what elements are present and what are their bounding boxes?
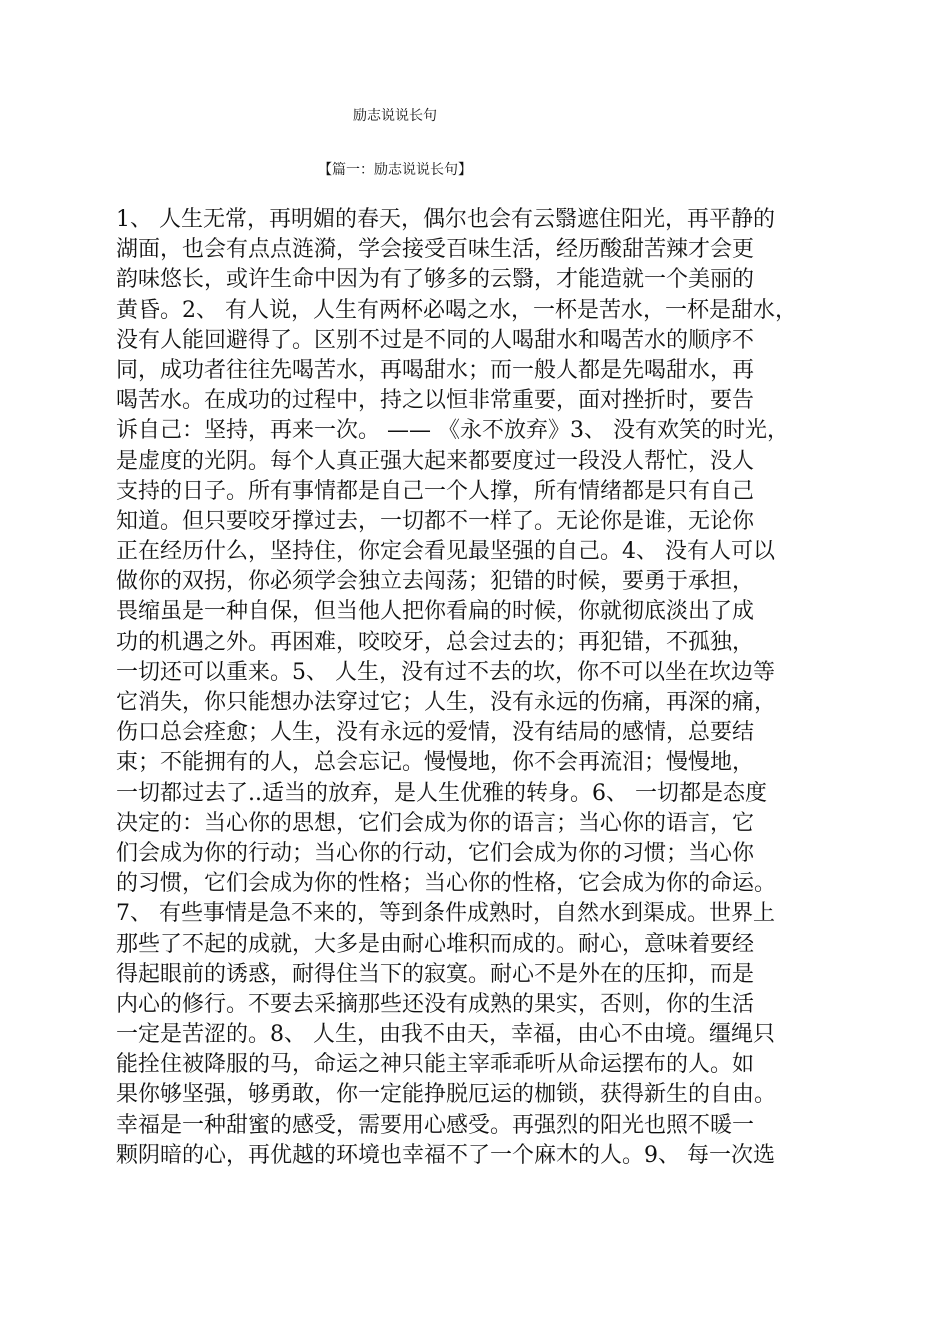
text-line: 同，成功者往往先喝苦水，再喝甜水；而一般人都是先喝甜水，再: [116, 357, 755, 383]
document-title: 励志说说长句: [353, 108, 437, 124]
text-line: 湖面，也会有点点涟漪，学会接受百味生活，经历酸甜苦辣才会更: [116, 237, 755, 263]
text-line: 是虚度的光阴。每个人真正强大起来都要度过一段没人帮忙，没人: [116, 448, 755, 474]
text-line: 1、 人生无常，再明媚的春天，偶尔也会有云翳遮住阳光，再平静的: [116, 207, 775, 232]
text-line: 内心的修行。不要去采摘那些还没有成熟的果实，否则，你的生活: [116, 991, 755, 1017]
text-line: 那些了不起的成就，大多是由耐心堆积而成的。耐心，意味着要经: [116, 931, 755, 957]
text-line: 能拴住被降服的马，命运之神只能主宰乖乖听从命运摆布的人。如: [116, 1052, 755, 1078]
text-line: 喝苦水。在成功的过程中，持之以恒非常重要，面对挫折时，要告: [116, 388, 755, 414]
text-line: 做你的双拐，你必须学会独立去闯荡；犯错的时候，要勇于承担，: [116, 569, 755, 595]
text-line: 它消失，你只能想办法穿过它；人生，没有永远的伤痛，再深的痛，: [116, 690, 777, 715]
text-line: 韵味悠长，或许生命中因为有了够多的云翳，才能造就一个美丽的: [116, 267, 755, 293]
text-line: 们会成为你的行动；当心你的行动，它们会成为你的习惯；当心你: [116, 840, 755, 866]
text-line: 的习惯，它们会成为你的性格；当心你的性格，它会成为你的命运。: [116, 871, 777, 897]
text-line: 幸福是一种甜蜜的感受，需要用心感受。再强烈的阳光也照不暖一: [116, 1112, 755, 1138]
section-title: 【篇一：励志说说长句】: [318, 162, 472, 178]
text-line: 功的机遇之外。再困难，咬咬牙，总会过去的；再犯错，不孤独，: [116, 629, 755, 655]
text-line: 颗阴暗的心，再优越的环境也幸福不了一个麻木的人。9、 每一次选: [116, 1142, 775, 1168]
body-text: [116, 205, 850, 1171]
text-line: 诉自己：坚持，再来一次。 —— 《永不放弃》3、 没有欢笑的时光，: [116, 418, 789, 444]
text-line: 得起眼前的诱惑，耐得住当下的寂寞。耐心不是外在的压抑，而是: [116, 961, 755, 987]
text-line: 果你够坚强，够勇敢，你一定能挣脱厄运的枷锁，获得新生的自由。: [116, 1082, 777, 1108]
text-line: 束；不能拥有的人，总会忘记。慢慢地，你不会再流泪；慢慢地，: [116, 750, 755, 776]
text-line: 伤口总会痊愈；人生，没有永远的爱情，没有结局的感情，总要结: [116, 720, 755, 746]
text-line: 正在经历什么，坚持住，你定会看见最坚强的自己。4、 没有人可以: [116, 539, 775, 565]
text-line: 畏缩虽是一种自保，但当他人把你看扁的时候，你就彻底淡出了成: [116, 599, 755, 625]
text-line: 黄昏。2、 有人说，人生有两杯必喝之水，一杯是苦水，一杯是甜水，: [116, 297, 797, 323]
text-line: 支持的日子。所有事情都是自己一个人撑，所有情绪都是只有自己: [116, 478, 755, 504]
text-line: 一切还可以重来。5、 人生，没有过不去的坎，你不可以坐在坎边等: [116, 659, 775, 685]
text-line: 知道。但只要咬牙撑过去，一切都不一样了。无论你是谁，无论你: [116, 508, 755, 534]
text-line: 没有人能回避得了。区别不过是不同的人喝甜水和喝苦水的顺序不: [116, 327, 755, 353]
text-line: 一定是苦涩的。8、 人生，由我不由天，幸福，由心不由境。缰绳只: [116, 1022, 775, 1048]
text-line: 决定的：当心你的思想，它们会成为你的语言；当心你的语言，它: [116, 810, 755, 836]
text-line: 一切都过去了..适当的放弃，是人生优雅的转身。6、 一切都是态度: [116, 780, 767, 806]
text-line: 7、 有些事情是急不来的，等到条件成熟时，自然水到渠成。世界上: [116, 901, 775, 927]
